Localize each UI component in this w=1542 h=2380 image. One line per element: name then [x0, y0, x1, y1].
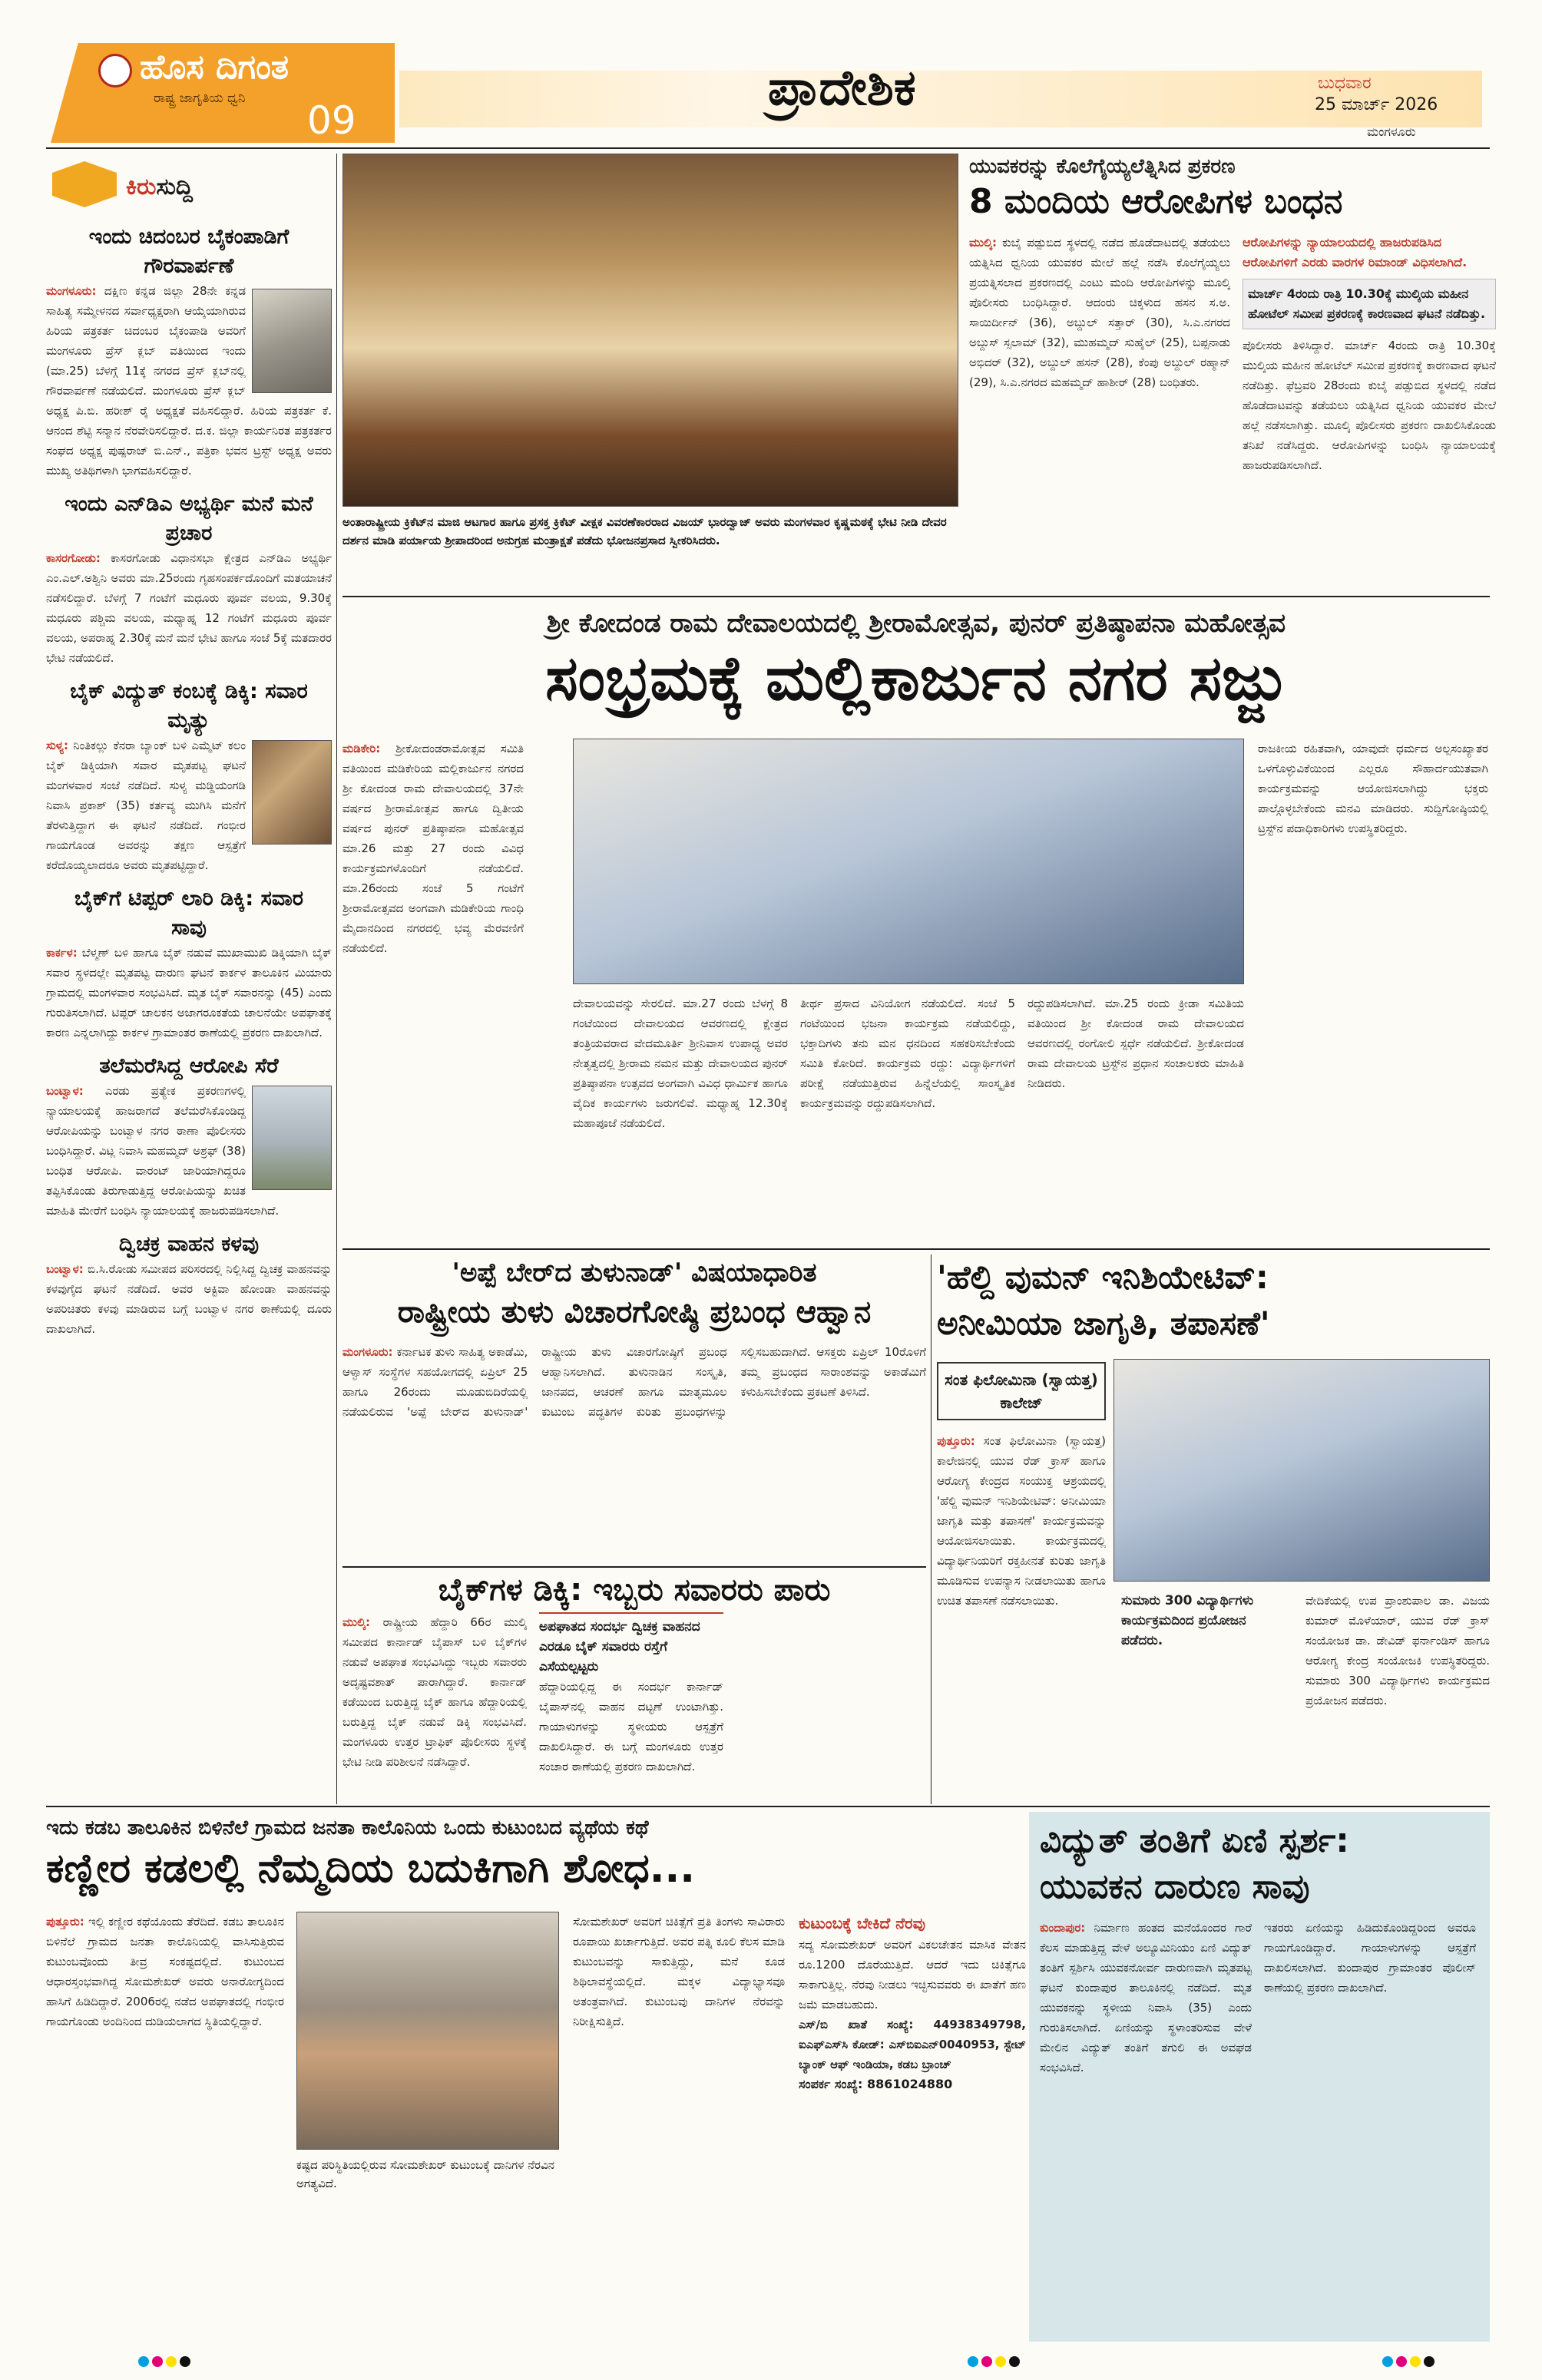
photo-caption: ಅಂತಾರಾಷ್ಟ್ರೀಯ ಕ್ರಿಕೆಟ್‌ನ ಮಾಜಿ ಆಟಗಾರ ಹಾಗೂ ಪ್ರಸಕ್ತ ಕ್ರಿಕೆಟ್ ವೀಕ್ಷಕ ವಿವರಣೆಕಾರರಾದ ವಿಜಯ್ ಭಾರದ್ವಾಜ್ ಅವರು ಮಂಗಳವಾರ ಕೃಷ್ಣಮಠಕ್ಕೆ ಭೇಟಿ ನೀಡಿ ದೇವರ ದರ್ಶನ ಮಾಡಿ ಪರ್ಯಾಯ ಶ್ರೀಪಾದರಿಂದ ಅನುಗ್ರಹ ಮಂತ್ರಾಕ್ಷತೆ ಪಡೆದು ಭೋಜನಪ್ರಸಾದ ಸ್ವೀಕರಿಸಿದರು.: [342, 515, 947, 547]
family-headline: ಕಣ್ಣೀರ ಕಡಲಲ್ಲಿ ನೆಮ್ಮದಿಯ ಬದುಕಿಗಾಗಿ ಶೋಧ...: [46, 1846, 695, 1892]
brief-title: ಇಂದು ಎನ್‌ಡಿಎ ಅಭ್ಯರ್ಥಿ ಮನೆ ಮನೆ ಪ್ರಚಾರ: [65, 492, 313, 545]
photo-lamp-lighting: [1113, 1359, 1490, 1582]
section-divider: [46, 1806, 1490, 1807]
health-body: ಸಂತ ಫಿಲೋಮಿನಾ (ಸ್ವಾಯತ್ತ) ಕಾಲೇಜಿನಲ್ಲಿ ಯುವ ರೆಡ್ ಕ್ರಾಸ್ ಹಾಗೂ ಆರೋಗ್ಯ ಕೇಂದ್ರದ ಸಂಯುಕ್ತ ಆಶ್ರಯದಲ್ಲಿ 'ಹೆಲ್ದಿ ವುಮನ್ ಇನಿಶಿಯೇಟಿವ್: ಅನೀಮಿಯಾ ಜಾಗೃತಿ ಮತ್ತು ತಪಾಸಣೆ' ಕಾರ್ಯಕ್ರಮವನ್ನು ಆಯೋಜಿಸಲಾಯಿತು. ಕಾರ್ಯಕ್ರಮದಲ್ಲಿ ವಿದ್ಯಾರ್ಥಿನಿಯರಿಗೆ ರಕ್ತಹೀನತೆ ಕುರಿತು ಜಾಗೃತಿ ಮೂಡಿಸುವ ಉಪನ್ಯಾಸ ನೀಡಲಾಯಿತು ಹಾಗೂ ಉಚಿತ ತಪಾಸಣೆ ನಡೆಸಲಾಯಿತು.: [937, 1434, 1106, 1608]
photo-somashekar: [296, 1912, 559, 2150]
bike-subhead: ಅಪಘಾತದ ಸಂದರ್ಭ ದ್ವಿಚಕ್ರ ವಾಹನದ ಎರಡೂ ಬೈಕ್ ಸವಾರರು ರಸ್ತೆಗೆ ಎಸೆಯಲ್ಪಟ್ಟರು: [539, 1612, 723, 1677]
kodanda-place: ಮಡಿಕೇರಿ:: [342, 742, 381, 755]
section-divider: [342, 596, 1490, 597]
family-col1: ಇಲ್ಲಿ ಕಣ್ಣೀರ ಕಥೆಯೊಂದು ತೆರೆದಿದೆ. ಕಡಬ ತಾಲೂಕಿನ ಬಿಳಿನೆಲೆ ಗ್ರಾಮದ ಜನತಾ ಕಾಲೊನಿಯಲ್ಲಿ ವಾಸಿಸುತ್ತಿರುವ ಕುಟುಂಬವೊಂದು ತೀವ್ರ ಸಂಕಷ್ಟದಲ್ಲಿದೆ. ಕುಟುಂಬದ ಆಧಾರಸ್ತಂಭವಾಗಿದ್ದ ಸೋಮಶೇಖರ್ ಅವರು ಅನಾರೋಗ್ಯದಿಂದ ಹಾಸಿಗೆ ಹಿಡಿದಿದ್ದಾರೆ. 2006ರಲ್ಲಿ ನಡೆದ ಅಪಘಾತದಲ್ಲಿ ಗಂಭೀರ ಗಾಯಗೊಂಡು ಅಂದಿನಿಂದ ದುಡಿಯಲಾಗದ ಸ್ಥಿತಿಯಲ್ಲಿದ್ದಾರೆ.: [46, 1915, 284, 2028]
arrest-kicker: ಯುವಕರನ್ನು ಕೊಲೆಗೈಯ್ಯಲೆತ್ನಿಸಿದ ಪ್ರಕರಣ: [969, 155, 1236, 178]
brief-title: ತಲೆಮರೆಸಿದ್ದ ಆರೋಪಿ ಸೆರೆ: [99, 1054, 279, 1078]
tulu-headline-line1: 'ಅಪ್ಪೆ ಬೇರ್‌ದ ತುಳುನಾಡ್' ವಿಷಯಾಧಾರಿತ: [452, 1258, 817, 1288]
arrest-place: ಮುಲ್ಕಿ:: [969, 236, 998, 250]
story-tulu: [342, 1254, 926, 1562]
story-electric: [1029, 1812, 1490, 2342]
brief-item: [46, 1052, 332, 1221]
electric-headline-line2: ಯುವಕನ ದಾರುಣ ಸಾವು: [1040, 1867, 1310, 1906]
bike-body2: ಹೆದ್ದಾರಿಯಲ್ಲಿದ್ದ ಈ ಸಂದರ್ಭ ಕಾರ್ನಾಡ್ ಬೈಪಾಸ್‌ನಲ್ಲಿ ವಾಹನ ದಟ್ಟಣೆ ಉಂಟಾಗಿತ್ತು. ಗಾಯಾಳುಗಳನ್ನು ಸ್ಥಳೀಯರು ಆಸ್ಪತ್ರೆಗೆ ದಾಖಲಿಸಿದ್ದಾರೆ. ಈ ಬಗ್ಗೆ ಮಂಗಳೂರು ಉತ್ತರ ಸಂಚಾರ ಠಾಣೆಯಲ್ಲಿ ಪ್ರಕರಣ ದಾಖಲಾಗಿದೆ.: [539, 1680, 723, 1773]
date-day: ಬುಧವಾರ: [1318, 74, 1372, 93]
brief-place: ಬಂಟ್ವಾಳ:: [46, 1262, 84, 1276]
arrest-highlight: ಆರೋಪಿಗಳನ್ನು ನ್ಯಾಯಾಲಯದಲ್ಲಿ ಹಾಜರುಪಡಿಸಿದ ಆರೋಪಿಗಳಿಗೆ ಎರಡು ವಾರಗಳ ರಿಮಾಂಡ್ ವಿಧಿಸಲಾಗಿದೆ.: [1243, 235, 1468, 269]
help-box: [799, 1912, 1026, 2342]
arrest-body: ಪೊಲೀಸರು ತಿಳಿಸಿದ್ದಾರೆ. ಮಾರ್ಚ್ 4ರಂದು ರಾತ್ರಿ 10.30ಕ್ಕೆ ಮುಲ್ಕಿಯ ಮಹೀನ ಹೋಟೆಲ್ ಸಮೀಪ ಪ್ರಕರಣಕ್ಕೆ ಕಾರಣವಾದ ಘಟನೆ ನಡೆದಿತ್ತು. ಫೆಬ್ರವರಿ 28ರಂದು ಕುಬೈ ಪಡ್ಪುಬಿದ ಸ್ಥಳದಲ್ಲಿ ನಡೆದ ಹೊಡೆದಾಟವನ್ನು ತಡೆಯಲು ಯತ್ನಿಸಿದ ಧ್ವನಿಯ ಯುವಕರ ಮೇಲೆ ಹಲ್ಲೆ ನಡೆಸಲಾಗಿತ್ತು. ಮೂಲ್ಕಿ ಪೊಲೀಸರು ಪ್ರಕರಣ ದಾಖಲಿಸಿಕೊಂಡು ತನಿಖೆ ನಡೆಸಿದ್ದರು. ಆರೋಪಿಗಳನ್ನು ಬಂಧಿಸಿ ನ್ಯಾಯಾಲಯಕ್ಕೆ ಹಾಜರುಪಡಿಸಲಾಗಿದೆ.: [1243, 339, 1496, 472]
brief-title: ಬೈಕ್ ವಿದ್ಯುತ್ ಕಂಬಕ್ಕೆ ಡಿಕ್ಕಿ: ಸವಾರ ಮೃತ್ಯು: [70, 679, 308, 732]
health-headline-line2: ಅನೀಮಿಯಾ ಜಾಗೃತಿ, ತಪಾಸಣೆ': [937, 1304, 1270, 1342]
bike-headline: ಬೈಕ್‌ಗಳ ಡಿಕ್ಕಿ: ಇಬ್ಬರು ಸವಾರರು ಪಾರು: [438, 1572, 831, 1608]
kirusuddi-label-red: ಕಿರು: [126, 174, 157, 200]
tulu-body: ಕರ್ನಾಟಕ ತುಳು ಸಾಹಿತ್ಯ ಅಕಾಡೆಮಿ, ಆಳ್ವಾಸ್ ಸಂಸ್ಥೆಗಳ ಸಹಯೋಗದಲ್ಲಿ ಏಪ್ರಿಲ್ 25 ಹಾಗೂ 26ರಂದು ಮೂಡುಬಿದಿರೆಯಲ್ಲಿ ನಡೆಯಲಿರುವ 'ಅಪ್ಪೆ ಬೇರ್‌ದ ತುಳುನಾಡ್' ರಾಷ್ಟ್ರೀಯ ತುಳು ವಿಚಾರಗೋಷ್ಠಿಗೆ ಪ್ರಬಂಧ ಆಹ್ವಾನಿಸಲಾಗಿದೆ. ತುಳುನಾಡಿನ ಸಂಸ್ಕೃತಿ, ಜಾನಪದ, ಆಚರಣೆ ಹಾಗೂ ಮಾತೃಮೂಲ ಕುಟುಂಬ ಪದ್ಧತಿಗಳ ಕುರಿತು ಪ್ರಬಂಧಗಳನ್ನು ಸಲ್ಲಿಸಬಹುದಾಗಿದೆ. ಆಸಕ್ತರು ಏಪ್ರಿಲ್ 10ರೊಳಗೆ ತಮ್ಮ ಪ್ರಬಂಧದ ಸಾರಾಂಶವನ್ನು ಅಕಾಡೆಮಿಗೆ ಕಳುಹಿಸಬೇಕೆಂದು ಪ್ರಕಟಣೆ ತಿಳಿಸಿದೆ.: [342, 1345, 926, 1419]
brief-item: [46, 490, 332, 668]
health-highlight: ಸುಮಾರು 300 ವಿದ್ಯಾರ್ಥಿಗಳು ಕಾರ್ಯಕ್ರಮದಿಂದ ಪ್ರಯೋಜನ ಪಡೆದರು.: [1121, 1593, 1254, 1648]
brief-place: ಮಂಗಳೂರು:: [46, 284, 97, 298]
story-health: [937, 1254, 1490, 1804]
brief-photo-chidambara: [252, 289, 332, 393]
column-divider: [336, 154, 337, 1804]
tulu-place: ಮಂಗಳೂರು:: [342, 1345, 393, 1359]
family-col2: ಸೋಮಶೇಖರ್ ಅವರಿಗೆ ಚಿಕಿತ್ಸೆಗೆ ಪ್ರತಿ ತಿಂಗಳು ಸಾವಿರಾರು ರೂಪಾಯಿ ಖರ್ಚಾಗುತ್ತಿದೆ. ಅವರ ಪತ್ನಿ ಕೂಲಿ ಕೆಲಸ ಮಾಡಿ ಕುಟುಂಬವನ್ನು ಸಾಕುತ್ತಿದ್ದು, ಮನೆ ಕೂಡ ಶಿಥಿಲಾವಸ್ಥೆಯಲ್ಲಿದೆ. ಮಕ್ಕಳ ವಿದ್ಯಾಭ್ಯಾಸವೂ ಅತಂತ್ರವಾಗಿದೆ. ಕುಟುಂಬವು ದಾನಿಗಳ ನೆರವನ್ನು ನಿರೀಕ್ಷಿಸುತ್ತಿದೆ.: [573, 1915, 785, 2028]
masthead-divider: [46, 147, 1490, 149]
health-headline-line1: 'ಹೆಲ್ದಿ ವುಮನ್ ಇನಿಶಿಯೇಟಿವ್:: [937, 1258, 1269, 1296]
arrest-highlight: ಮಾರ್ಚ್ 4ರಂದು ರಾತ್ರಿ 10.30ಕ್ಕೆ ಮುಲ್ಕಿಯ ಮಹೀನ ಹೋಟೆಲ್ ಸಮೀಪ ಪ್ರಕರಣಕ್ಕೆ ಕಾರಣವಾದ ಘಟನೆ ನಡೆದಿತ್ತು.: [1243, 279, 1496, 329]
help-title: ಕುಟುಂಬಕ್ಕೆ ಬೇಕಿದೆ ನೆರವು: [799, 1914, 925, 1932]
page-number: 09: [307, 98, 356, 143]
kodanda-col5: ರಾಜಕೀಯ ರಹಿತವಾಗಿ, ಯಾವುದೇ ಧರ್ಮದ ಅಲ್ಪಸಂಖ್ಯಾತರ ಒಳಗೊಳ್ಳುವಿಕೆಯಿಂದ ಎಲ್ಲರೂ ಸೌಹಾರ್ದಯುತವಾಗಿ ಕಾರ್ಯಕ್ರಮವನ್ನು ಆಯೋಜಿಸಲಾಗಿದ್ದು ಭಕ್ತರು ಪಾಲ್ಗೊಳ್ಳಬೇಕೆಂದು ಮನವಿ ಮಾಡಿದರು. ಸುದ್ದಿಗೋಷ್ಠಿಯಲ್ಲಿ ಟ್ರಸ್ಟ್‌ನ ಪದಾಧಿಕಾರಿಗಳು ಉಪಸ್ಥಿತರಿದ್ದರು.: [1258, 742, 1488, 835]
brief-body: ಬಿ.ಸಿ.ರೋಡು ಸಮೀಪದ ಪರಿಸರದಲ್ಲಿ ನಿಲ್ಲಿಸಿದ್ದ ದ್ವಿಚಕ್ರ ವಾಹನವನ್ನು ಕಳವುಗೈದ ಘಟನೆ ನಡೆದಿದೆ. ಅವರ ಅಕ್ಟಿವಾ ಹೋಂಡಾ ವಾಹನವನ್ನು ಅಪರಿಚಿತರು ಕಳವು ಮಾಡಿರುವ ಬಗ್ಗೆ ಬಂಟ್ವಾಳ ನಗರ ಠಾಣೆಯಲ್ಲಿ ದೂರು ದಾಖಲಾಗಿದೆ.: [46, 1262, 332, 1336]
kodanda-col3: ತೀರ್ಥ ಪ್ರಸಾದ ವಿನಿಯೋಗ ನಡೆಯಲಿದೆ. ಸಂಜೆ 5 ಗಂಟೆಯಿಂದ ಭಜನಾ ಕಾರ್ಯಕ್ರಮ ನಡೆಯಲಿದ್ದು, ಭಕ್ತಾದಿಗಳು ತನು ಮನ ಧನದಿಂದ ಸಹಕರಿಸಬೇಕೆಂದು ಸಮಿತಿ ಕೋರಿದೆ. ಕಾರ್ಯಕ್ರಮ ರದ್ದು: ವಿದ್ಯಾರ್ಥಿಗಳಿಗೆ ಪರೀಕ್ಷೆ ನಡೆಯುತ್ತಿರುವ ಹಿನ್ನೆಲೆಯಲ್ಲಿ ಸಾಂಸ್ಕೃತಿಕ ಕಾರ್ಯಕ್ರಮವನ್ನು ರದ್ದುಪಡಿಸಲಾಗಿದೆ.: [800, 997, 1015, 1110]
brand-logo-icon: [98, 54, 132, 88]
brief-place: ಕಾರ್ಕಳ:: [46, 946, 78, 960]
brief-item: [46, 223, 332, 481]
story-family: [46, 1812, 1029, 2342]
kodanda-col2: ದೇವಾಲಯವನ್ನು ಸೇರಲಿದೆ. ಮಾ.27 ರಂದು ಬೆಳಗ್ಗೆ 8 ಗಂಟೆಯಿಂದ ದೇವಾಲಯದ ಆವರಣದಲ್ಲಿ ಕ್ಷೇತ್ರದ ತಂತ್ರಿಯವರಾದ ವೇದಮೂರ್ತಿ ಶ್ರೀನಿವಾಸ ಉಪಾಧ್ಯ ಅವರ ನೇತೃತ್ವದಲ್ಲಿ ಶ್ರೀರಾಮ ನಮನ ಮತ್ತು ದೇವಾಲಯದ ಪುನರ್ ಪ್ರತಿಷ್ಠಾಪನಾ ಉತ್ಸವದ ಅಂಗವಾಗಿ ವಿವಿಧ ಧಾರ್ಮಿಕ ಹಾಗೂ ವೈದಿಕ ಕಾರ್ಯಗಳು ಜರುಗಲಿವೆ. ಮಧ್ಯಾಹ್ನ 12.30ಕ್ಕೆ ಮಹಾಪೂಜೆ ನಡೆಯಲಿದೆ.: [573, 997, 788, 1130]
arrest-headline: 8 ಮಂದಿಯ ಆರೋಪಿಗಳ ಬಂಧನ: [969, 182, 1343, 221]
hand-icon: [52, 161, 117, 207]
brand-name: ಹೊಸ ದಿಗಂತ: [140, 48, 290, 87]
bike-body: ರಾಷ್ಟ್ರೀಯ ಹೆದ್ದಾರಿ 66ರ ಮುಲ್ಕಿ ಸಮೀಪದ ಕಾರ್ನಾಡ್ ಬೈಪಾಸ್ ಬಳಿ ಬೈಕ್‌ಗಳ ನಡುವೆ ಅಪಘಾತ ಸಂಭವಿಸಿದ್ದು ಇಬ್ಬರು ಸವಾರರು ಅದೃಷ್ಟವಶಾತ್ ಪಾರಾಗಿದ್ದಾರೆ. ಕಾರ್ನಾಡ್ ಕಡೆಯಿಂದ ಬರುತ್ತಿದ್ದ ಬೈಕ್ ಹಾಗೂ ಹೆದ್ದಾರಿಯಲ್ಲಿ ಬರುತ್ತಿದ್ದ ಬೈಕ್ ನಡುವೆ ಡಿಕ್ಕಿ ಸಂಭವಿಸಿದೆ. ಮಂಗಳೂರು ಉತ್ತರ ಟ್ರಾಫಿಕ್ ಪೊಲೀಸರು ಸ್ಥಳಕ್ಕೆ ಭೇಟಿ ನೀಡಿ ಪರಿಶೀಲನೆ ನಡೆಸಿದ್ದಾರೆ.: [342, 1615, 527, 1769]
electric-place: ಕುಂದಾಪುರ:: [1040, 1921, 1086, 1935]
electric-body2: ಇತರರು ಏಣಿಯನ್ನು ಹಿಡಿದುಕೊಂಡಿದ್ದರಿಂದ ಅವರೂ ಗಾಯಗೊಂಡಿದ್ದಾರೆ. ಗಾಯಾಳುಗಳನ್ನು ಆಸ್ಪತ್ರೆಗೆ ದಾಖಲಿಸಲಾಗಿದೆ. ಕುಂದಾಪುರ ಗ್ರಾಮಾಂತರ ಪೊಲೀಸ್ ಠಾಣೆಯಲ್ಲಿ ಪ್ರಕರಣ ದಾಖಲಾಗಿದೆ.: [1264, 1921, 1476, 1995]
brief-item: [46, 677, 332, 875]
date-full: 25 ಮಾರ್ಚ್ 2026: [1315, 95, 1438, 114]
kirusuddi-label-black: ಸುದ್ದಿ: [156, 174, 194, 200]
arrest-body: ಕುಬೈ ಪಡ್ಪುಬಿದ ಸ್ಥಳದಲ್ಲಿ ನಡೆದ ಹೊಡೆದಾಟದಲ್ಲಿ ತಡೆಯಲು ಯತ್ನಿಸಿದ ಧ್ವನಿಯ ಯುವಕರ ಮೇಲೆ ಹಲ್ಲೆ ನಡೆಸಿ ಕೊಲೆಗೈಯ್ಯಲು ಪ್ರಯತ್ನಿಸಲಾದ ಪ್ರಕರಣದಲ್ಲಿ ಎಂಟು ಮಂದಿ ಆರೋಪಿಗಳನ್ನು ಮೂಲ್ಕಿ ಪೊಲೀಸರು ಬಂಧಿಸಿದ್ದಾರೆ. ಆದಂರು ಚಿಕ್ಕಳುದ ಹಸನ ಸ.ಅ. ಸಾಯಿರ್ದೀನ್ (36), ಅಬ್ದುಲ್ ಸತ್ತಾರ್ (30), ಸಿ.ಎ.ನಗರದ ಅಬ್ದುಸ್ ಸ್ಸಲಾಮ್ (32), ಮುಹಮ್ಮದ್ ಸುಹೈಲ್ (25), ಬಪ್ಪನಾಡು ಅಭಿದರ್ (32), ಅಬ್ದುಲ್ ಹಸನ್ (28), ಕೆಂಪು ಅಬ್ದುಲ್ ರಹ್ಮಾನ್ (29), ಸಿ.ಎ.ನಗರದ ಮಹಮ್ಮದ್ ಹಾಶೀರ್ (28) ಬಂಧಿತರು.: [969, 236, 1230, 389]
photo-cricketer-visit: [342, 154, 958, 507]
masthead: [0, 0, 1542, 146]
kirusuddi-badge: [46, 154, 332, 215]
story-kodanda: [342, 602, 1490, 1247]
college-label: ಸಂತ ಫಿಲೋಮಿನಾ (ಸ್ವಾಯತ್ತ) ಕಾಲೇಜ್: [937, 1362, 1106, 1420]
brief-place: ಸುಳ್ಯ:: [46, 739, 68, 752]
brief-body: ನಿಂತಿಕಲ್ಲು ಕೆನರಾ ಬ್ಯಾಂಕ್ ಬಳಿ ಎಮ್ಮೆಟ್ ಕಲಂ ಬೈಕ್ ಡಿಕ್ಕಿಯಾಗಿ ಸವಾರ ಮೃತಪಟ್ಟ ಘಟನೆ ಮಂಗಳವಾರ ಸಂಜೆ ನಡೆದಿದೆ. ಸುಳ್ಯ ಮಡ್ಡಿಯಂಗಡಿ ನಿವಾಸಿ ಪ್ರಕಾಶ್ (35) ಕರ್ತವ್ಯ ಮುಗಿಸಿ ಮನೆಗೆ ತೆರಳುತ್ತಿದ್ದಾಗ ಈ ಘಟನೆ ನಡೆದಿದೆ. ಗಂಭೀರ ಗಾಯಗೊಂಡ ಅವರನ್ನು ತಕ್ಷಣ ಆಸ್ಪತ್ರೆಗೆ ಕರೆದೊಯ್ಯಲಾದರೂ ಅವರು ಮೃತಪಟ್ಟಿದ್ದಾರೆ.: [46, 739, 246, 872]
story-bike: [342, 1566, 926, 1804]
edition: ಮಂಗಳೂರು: [1367, 124, 1416, 139]
brief-body: ಕಾಸರಗೋಡು ವಿಧಾನಸಭಾ ಕ್ಷೇತ್ರದ ಎನ್‌ಡಿಎ ಅಭ್ಯರ್ಥಿ ಎಂ.ಎಲ್.ಅಶ್ವಿನಿ ಅವರು ಮಾ.25ರಂದು ಗೃಹಸಂಪರ್ಕದೊಂದಿಗೆ ಮತಯಾಚನೆ ನಡೆಸಲಿದ್ದಾರೆ. ಬೆಳಗ್ಗೆ 7 ಗಂಟೆಗೆ ಮಧೂರು ಪೂರ್ವ ವಲಯ, 9.30ಕ್ಕೆ ಮಧೂರು ಪಶ್ಚಿಮ ವಲಯ, ಮಧ್ಯಾಹ್ನ 12 ಗಂಟೆಗೆ ಮಧೂರು ಪೂರ್ವ ವಲಯ, ಅಪರಾಹ್ನ 2.30ಕ್ಕೆ ಮನೆ ಮನೆ ಭೇಟಿ ಹಾಗೂ ಸಂಜೆ 5ಕ್ಕೆ ಮತದಾರರ ಭೇಟಿ ನಡೆಯಲಿದೆ.: [46, 551, 332, 665]
tulu-headline-line2: ರಾಷ್ಟ್ರೀಯ ತುಳು ವಿಚಾರಗೋಷ್ಠಿ ಪ್ರಬಂಧ ಆಹ್ವಾನ: [397, 1294, 872, 1330]
kodanda-headline: ಸಂಭ್ರಮಕ್ಕೆ ಮಲ್ಲಿಕಾರ್ಜುನ ನಗರ ಸಜ್ಜು: [545, 643, 1287, 714]
family-caption: ಕಷ್ಟದ ಪರಿಸ್ಥಿತಿಯಲ್ಲಿರುವ ಸೋಮಶೇಖರ್ ಕುಟುಂಬಕ್ಕೆ ದಾನಿಗಳ ನೆರವಿನ ಅಗತ್ಯವಿದೆ.: [296, 2158, 554, 2190]
health-place: ಪುತ್ತೂರು:: [937, 1434, 975, 1448]
brief-item: [46, 884, 332, 1043]
brief-title: ಬೈಕ್‌ಗೆ ಟಿಪ್ಪರ್ ಲಾರಿ ಡಿಕ್ಕಿ: ಸವಾರ ಸಾವು: [74, 887, 304, 940]
electric-headline-line1: ವಿದ್ಯುತ್ ತಂತಿಗೆ ಏಣಿ ಸ್ಪರ್ಶ:: [1040, 1821, 1349, 1860]
color-registration-marks: [1382, 2355, 1438, 2370]
family-place: ಪುತ್ತೂರು:: [46, 1915, 84, 1929]
bike-place: ಮುಲ್ಕಿ:: [342, 1615, 371, 1629]
photo-press-meet: [573, 739, 1244, 984]
help-phone: ಸಂಪರ್ಕ ಸಂಖ್ಯೆ: 8861024880: [799, 2077, 953, 2091]
brief-place: ಕಾಸರಗೋಡು:: [46, 551, 101, 565]
brief-photo-accused: [252, 1086, 332, 1190]
brand-tagline: ರಾಷ್ಟ್ರ ಜಾಗೃತಿಯ ಧ್ವನಿ: [154, 91, 246, 106]
brief-photo-victim: [252, 740, 332, 845]
kodanda-col1: ಮಡಿಕೇರಿ: ಶ್ರೀಕೋದಂಡರಾಮೋತ್ಸವ ಸಮಿತಿ ವತಿಯಿಂದ ಮಡಿಕೇರಿಯ ಮಲ್ಲಿಕಾರ್ಜುನ ನಗರದ ಶ್ರೀ ಕೋದಂಡ ರಾಮ ದೇವಾಲಯದಲ್ಲಿ 37ನೇ ವರ್ಷದ ಶ್ರೀರಾಮೋತ್ಸವ ಹಾಗೂ ದ್ವಿತೀಯ ವರ್ಷದ ಪುನರ್ ಪ್ರತಿಷ್ಠಾಪನಾ ಮಹೋತ್ಸವ ಮಾ.26 ಮತ್ತು 27 ರಂದು ವಿವಿಧ ಕಾರ್ಯಕ್ರಮಗಳೊಂದಿಗೆ ನಡೆಯಲಿದೆ. ಮಾ.26ರಂದು ಸಂಜೆ 5 ಗಂಟೆಗೆ ಶ್ರೀರಾಮೋತ್ಸವದ ಅಂಗವಾಗಿ ಮಡಿಕೇರಿಯ ಗಾಂಧಿ ಮೈದಾನದಿಂದ ನಗರದಲ್ಲಿ ಭವ್ಯ ಮೆರವಣಿಗೆ ನಡೆಯಲಿದೆ.: [342, 742, 524, 955]
brief-title: ದ್ವಿಚಕ್ರ ವಾಹನ ಕಳವು: [118, 1232, 260, 1256]
brief-body: ಬೆಳ್ಮಣ್ ಬಳಿ ಹಾಗೂ ಬೈಕ್ ನಡುವೆ ಮುಖಾಮುಖಿ ಡಿಕ್ಕಿಯಾಗಿ ಬೈಕ್ ಸವಾರ ಸ್ಥಳದಲ್ಲೇ ಮೃತಪಟ್ಟ ದಾರುಣ ಘಟನೆ ಕಾರ್ಕಳ ತಾಲೂಕಿನ ಮಿಯಾರು ಗ್ರಾಮದಲ್ಲಿ ಮಂಗಳವಾರ ಸಂಭವಿಸಿದೆ. ಮೃತ ಬೈಕ್ ಸವಾರನನ್ನು (45) ಎಂದು ಗುರುತಿಸಲಾಗಿದೆ. ಟಿಪ್ಪರ್ ಚಾಲಕನ ಅಜಾಗರೂಕತೆಯ ಚಾಲನೆಯೇ ಅಪಘಾತಕ್ಕೆ ಕಾರಣ ಎನ್ನಲಾಗಿದ್ದು ಕಾರ್ಕಳ ಗ್ರಾಮಾಂತರ ಠಾಣೆಯಲ್ಲಿ ಪ್ರಕರಣ ದಾಖಲಾಗಿದೆ.: [46, 946, 332, 1040]
brief-title: ಇಂದು ಚಿದಂಬರ ಬೈಕಂಪಾಡಿಗೆ ಗೌರವಾರ್ಪಣೆ: [88, 225, 290, 278]
brief-place: ಬಂಟ್ವಾಳ:: [46, 1084, 84, 1098]
kodanda-col4: ರದ್ದುಪಡಿಸಲಾಗಿದೆ. ಮಾ.25 ರಂದು ಕ್ರೀಡಾ ಸಮಿತಿಯ ವತಿಯಿಂದ ಶ್ರೀ ಕೋದಂಡ ರಾಮ ದೇವಾಲಯದ ಆವರಣದಲ್ಲಿ ರಂಗೋಲಿ ಸ್ಪರ್ಧೆ ನಡೆಯಲಿದೆ. ಶ್ರೀಕೋದಂಡ ರಾಮ ದೇವಾಲಯ ಟ್ರಸ್ಟ್‌ನ ಪ್ರಧಾನ ಸಂಚಾಲಕರು ಮಾಹಿತಿ ನೀಡಿದರು.: [1027, 997, 1244, 1090]
kodanda-kicker: ಶ್ರೀ ಕೋದಂಡ ರಾಮ ದೇವಾಲಯದಲ್ಲಿ ಶ್ರೀರಾಮೋತ್ಸವ, ಪುನರ್ ಪ್ರತಿಷ್ಠಾಪನಾ ಮಹೋತ್ಸವ: [546, 608, 1286, 639]
section-divider: [342, 1248, 1490, 1250]
story-arrest: [969, 150, 1496, 596]
color-registration-marks: [138, 2355, 194, 2370]
brief-item: [46, 1230, 332, 1339]
electric-body: ನಿರ್ಮಾಣ ಹಂತದ ಮನೆಯೊಂದರ ಗಾರೆ ಕೆಲಸ ಮಾಡುತ್ತಿದ್ದ ವೇಳೆ ಅಲ್ಯೂಮಿನಿಯಂ ಏಣಿ ವಿದ್ಯುತ್ ತಂತಿಗೆ ಸ್ಪರ್ಶಿಸಿ ಯುವಕನೋರ್ವ ದಾರುಣವಾಗಿ ಮೃತಪಟ್ಟ ಘಟನೆ ಕುಂದಾಪುರ ತಾಲೂಕಿನಲ್ಲಿ ನಡೆದಿದೆ. ಮೃತ ಯುವಕನನ್ನು ಸ್ಥಳೀಯ ನಿವಾಸಿ (35) ಎಂದು ಗುರುತಿಸಲಾಗಿದೆ. ಏಣಿಯನ್ನು ಸ್ಥಳಾಂತರಿಸುವ ವೇಳೆ ಮೇಲಿನ ವಿದ್ಯುತ್ ತಂತಿಗೆ ತಗುಲಿ ಈ ಅವಘಡ ಸಂಭವಿಸಿದೆ.: [1040, 1921, 1252, 2074]
section-title: ಪ್ರಾದೇಶಿಕ: [768, 60, 916, 117]
health-body2: ವೇದಿಕೆಯಲ್ಲಿ ಉಪ ಪ್ರಾಂಶುಪಾಲ ಡಾ. ವಿಜಯ ಕುಮಾರ್ ಮೊಳೆಯಾರ್, ಯುವ ರೆಡ್ ಕ್ರಾಸ್ ಸಂಯೋಜಕ ಡಾ. ಡೇವಿಡ್ ಫರ್ನಾಂಡಿಸ್ ಹಾಗೂ ಆರೋಗ್ಯ ಕೇಂದ್ರ ಸಂಯೋಜಕಿ ಉಪಸ್ಥಿತರಿದ್ದರು. ಸುಮಾರು 300 ವಿದ್ಯಾರ್ಥಿಗಳು ಕಾರ್ಯಕ್ರಮದ ಪ್ರಯೋಜನ ಪಡೆದರು.: [1305, 1594, 1490, 1707]
help-bank: ಎಸ್/ಬಿ ಖಾತೆ ಸಂಖ್ಯೆ: 44938349798, ಐಎಫ್‌ಎಸ್‌ಸಿ ಕೋಡ್: ಎಸ್‌ಬಿಐಎನ್0040953, ಸ್ಟೇಟ್ ಬ್ಯಾಂಕ್ ಆಫ್ ಇಂಡಿಯಾ, ಕಡಬ ಬ್ರಾಂಚ್: [799, 2018, 1026, 2071]
family-kicker: ಇದು ಕಡಬ ತಾಲೂಕಿನ ಬಿಳಿನೆಲೆ ಗ್ರಾಮದ ಜನತಾ ಕಾಲೊನಿಯ ಒಂದು ಕುಟುಂಬದ ವ್ಯಥೆಯ ಕಥೆ: [46, 1816, 649, 1840]
brief-body: ದಕ್ಷಿಣ ಕನ್ನಡ ಜಿಲ್ಲಾ 28ನೇ ಕನ್ನಡ ಸಾಹಿತ್ಯ ಸಮ್ಮೇಳನದ ಸರ್ವಾಧ್ಯಕ್ಷರಾಗಿ ಆಯ್ಕೆಯಾಗಿರುವ ಹಿರಿಯ ಪತ್ರಕರ್ತ ಚಿದಂಬರ ಬೈಕಂಪಾಡಿ ಅವರಿಗೆ ಮಂಗಳೂರು ಪ್ರೆಸ್ ಕ್ಲಬ್ ವತಿಯಿಂದ ಇಂದು (ಮಾ.25) ಬೆಳಗ್ಗೆ 11ಕ್ಕೆ ನಗರದ ಪ್ರೆಸ್ ಕ್ಲಬ್‌ನಲ್ಲಿ ಗೌರವಾರ್ಪಣೆ ನಡೆಯಲಿದೆ. ಮಂಗಳೂರು ಪ್ರೆಸ್ ಕ್ಲಬ್ ಅಧ್ಯಕ್ಷ ಪಿ.ಬಿ. ಹರೀಶ್ ರೈ ಅಧ್ಯಕ್ಷತೆ ವಹಿಸಲಿದ್ದಾರೆ. ಹಿರಿಯ ಪತ್ರಕರ್ತ ಕೆ. ಆನಂದ ಶೆಟ್ಟಿ ಸನ್ಮಾನ ನೆರವೇರಿಸಲಿದ್ದಾರೆ. ದ.ಕ. ಜಿಲ್ಲಾ ಕಾರ್ಯನಿರತ ಪತ್ರಕರ್ತರ ಸಂಘದ ಅಧ್ಯಕ್ಷ ಪುಷ್ಪರಾಜ್ ಬಿ.ಎನ್., ಪತ್ರಿಕಾ ಭವನ ಟ್ರಸ್ಟ್ ಅಧ್ಯಕ್ಷ ಅವರು ಮುಖ್ಯ ಅತಿಥಿಗಳಾಗಿ ಭಾಗವಹಿಸಲಿದ್ದಾರೆ.: [46, 284, 332, 478]
help-body: ಸದ್ಯ ಸೋಮಶೇಖರ್ ಅವರಿಗೆ ವಿಕಲಚೇತನ ಮಾಸಿಕ ವೇತನ ರೂ.1200 ದೊರೆಯುತ್ತಿದೆ. ಆದರೆ ಇದು ಚಿಕಿತ್ಸೆಗೂ ಸಾಕಾಗುತ್ತಿಲ್ಲ. ನೆರವು ನೀಡಲು ಇಚ್ಛಿಸುವವರು ಈ ಖಾತೆಗೆ ಹಣ ಜಮೆ ಮಾಡಬಹುದು.: [799, 1938, 1026, 2011]
kirusuddi-column: [46, 154, 332, 1804]
color-registration-marks: [968, 2355, 1023, 2370]
brief-body: ಎರಡು ಪ್ರತ್ಯೇಕ ಪ್ರಕರಣಗಳಲ್ಲಿ ನ್ಯಾಯಾಲಯಕ್ಕೆ ಹಾಜರಾಗದೆ ತಲೆಮರೆಸಿಕೊಂಡಿದ್ದ ಆರೋಪಿಯನ್ನು ಬಂಟ್ವಾಳ ನಗರ ಠಾಣಾ ಪೊಲೀಸರು ಬಂಧಿಸಿದ್ದಾರೆ. ವಿಟ್ಲ ನಿವಾಸಿ ಮಹಮ್ಮದ್ ಅಶ್ರಫ್ (38) ಬಂಧಿತ ಆರೋಪಿ. ವಾರಂಟ್ ಜಾರಿಯಾಗಿದ್ದರೂ ತಪ್ಪಿಸಿಕೊಂಡು ತಿರುಗಾಡುತ್ತಿದ್ದ ಆರೋಪಿಯನ್ನು ಖಚಿತ ಮಾಹಿತಿ ಮೇರೆಗೆ ಬಂಧಿಸಿ ನ್ಯಾಯಾಲಯಕ್ಕೆ ಹಾಜರುಪಡಿಸಲಾಗಿದೆ.: [46, 1084, 280, 1218]
